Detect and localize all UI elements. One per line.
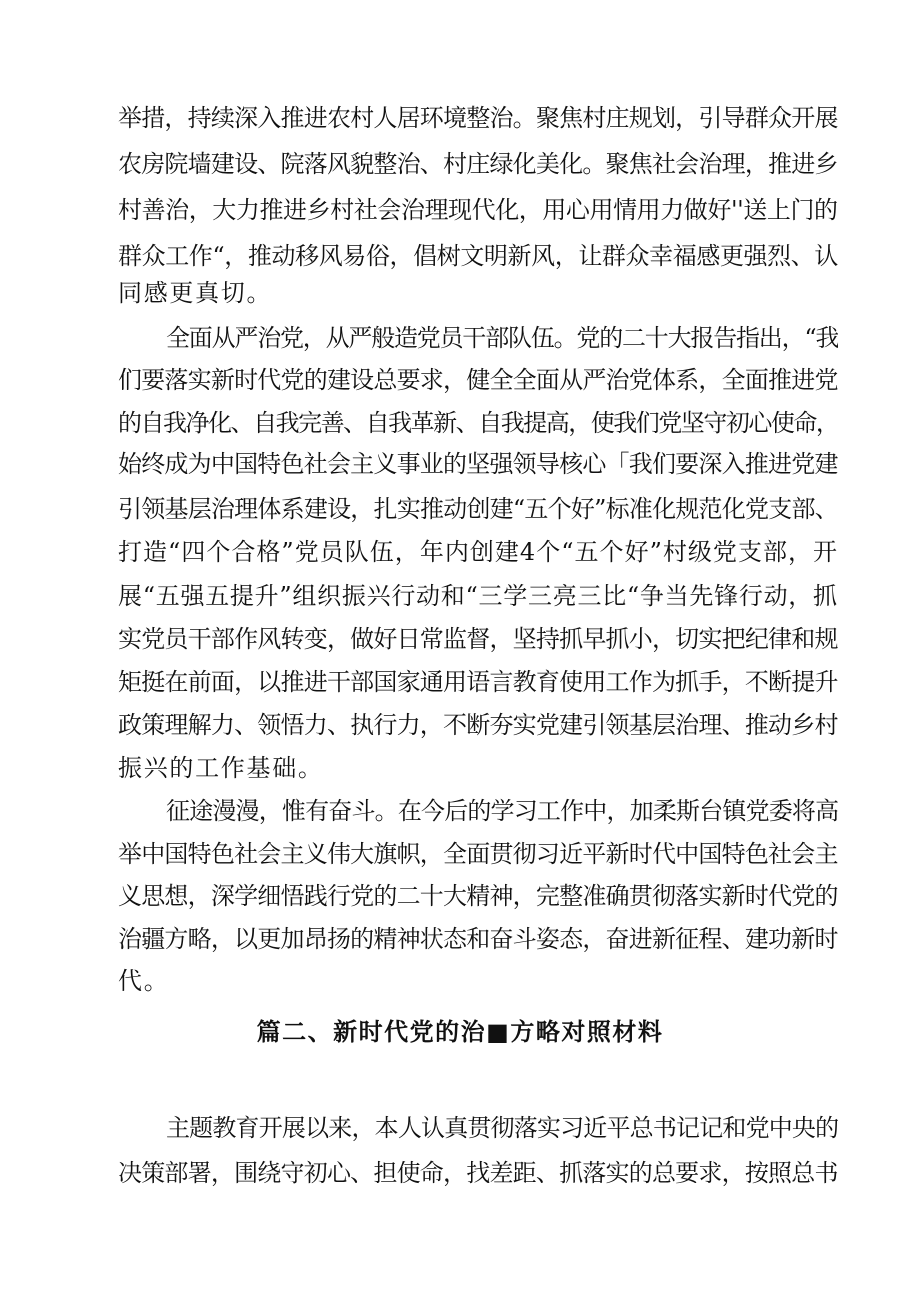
paragraph-line: 展“五强五提升”组织振兴行动和“三学三亮三比“争当先锋行动，抓 [118, 582, 838, 610]
paragraph-line: 政策理解力、领悟力、执行力，不断夯实党建引领基层治理、推动乡村 [118, 711, 838, 739]
paragraph-line: 始终成为中国特色社会主义事业的坚强领导核心「我们要深入推进党建 [118, 450, 838, 478]
paragraph-line: 代。 [118, 967, 170, 995]
paragraph-line: 振兴的工作基础。 [118, 754, 324, 782]
paragraph-line: 举中国特色社会主义伟大旗帜，全面贯彻习近平新时代中国特色社会主 [118, 840, 838, 868]
paragraph-line: 矩挺在前面，以推进干部国家通用语言教育使用工作为抓手，不断提升 [118, 668, 838, 696]
paragraph-line: 实党员干部作风转变，做好日常监督，坚持抓早抓小，切实把纪律和规 [118, 625, 838, 653]
paragraph-line: 们要落实新时代党的建设总要求，健全全面从严治党体系，全面推进党 [118, 366, 838, 394]
paragraph-line: 举措，持续深入推进农村人居环境整治。聚焦村庄规划，引导群众开展 [118, 104, 838, 132]
section-heading: 篇二、新时代党的治■方略对照材料 [256, 1017, 664, 1046]
paragraph-line: 全面从严治党，从严般造党员干部队伍。党的二十大报告指出，“我 [166, 324, 838, 352]
paragraph-line: 征途漫漫，惟有奋斗。在今后的学习工作中，加柔斯台镇党委将高 [166, 797, 838, 825]
paragraph-line: 引领基层治理体系建设，扎实推动创建“五个好”标准化规范化党支部、 [118, 495, 838, 523]
paragraph-line: 农房院墙建设、院落风貌整治、村庄绿化美化。聚焦社会治理，推进乡 [118, 150, 838, 178]
paragraph-line: 村善治，大力推进乡村社会治理现代化，用心用情用力做好''送上门的 [118, 196, 838, 224]
paragraph-line: 打造“四个合格”党员队伍，年内创建4个“五个好”村级党支部，开 [118, 538, 838, 566]
paragraph-line: 同感更真切。 [118, 279, 273, 307]
paragraph-line: 主题教育开展以来，本人认真贯彻落实习近平总书记记和党中央的 [166, 1114, 838, 1142]
paragraph-line: 治疆方略，以更加昂扬的精神状态和奋斗姿态，奋进新征程、建功新时 [118, 925, 838, 953]
paragraph-line: 群众工作“，推动移风易俗，倡树文明新风，让群众幸福感更强烈、认 [118, 242, 838, 270]
paragraph-line: 的自我净化、自我完善、自我革新、自我提高，使我们党坚守初心使命， [118, 409, 838, 437]
paragraph-line: 义思想，深学细悟践行党的二十大精神，完整准确贯彻落实新时代党的 [118, 882, 838, 910]
paragraph-line: 决策部署，围绕守初心、担使命，找差距、抓落实的总要求，按照总书 [118, 1159, 838, 1187]
